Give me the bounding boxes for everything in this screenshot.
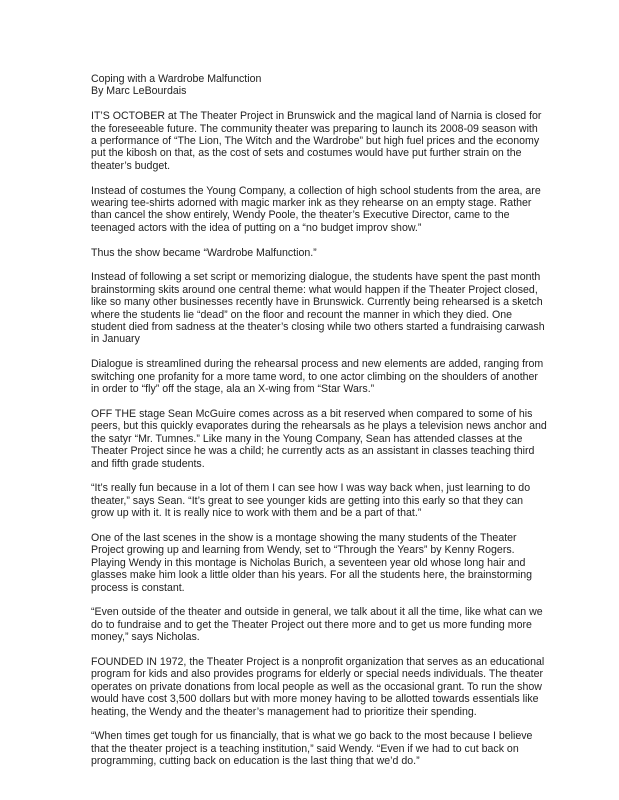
- paragraph-line: theater’s budget.: [91, 159, 171, 172]
- article-paragraph: [91, 730, 541, 767]
- paragraph-line: that the theater project is a teaching institution,” said Wendy. “Even if we had to cut back on: [91, 742, 519, 755]
- paragraph-line: put the kibosh on that, as the cost of sets and costumes would have put further strain on the: [91, 147, 522, 160]
- paragraph-line: the foreseeable future. The community theater was preparing to launch its 2008-09 season with: [91, 122, 538, 135]
- paragraph-line: programming, cutting back on education is the last thing that we’d do.”: [91, 755, 420, 768]
- paragraph-line: Theater Project since he was a child; he currently acts as an assistant in classes teaching third: [91, 445, 535, 458]
- article-paragraph: [91, 247, 541, 259]
- paragraph-line: do to fundraise and to get the Theater Project out there more and to get us more funding more: [91, 618, 532, 631]
- paragraph-line: process is constant.: [91, 581, 185, 594]
- paragraph-line: than cancel the show entirely, Wendy Poole, the theater’s Executive Director, came to the: [91, 209, 510, 222]
- paragraph-line: Thus the show became “Wardrobe Malfunction.”: [91, 246, 317, 259]
- paragraph-line: Project growing up and learning from Wendy, set to “Through the Years” by Kenny Rogers.: [91, 544, 515, 557]
- paragraph-line: program for kids and also provides programs for elderly or special needs individuals. The theater: [91, 668, 544, 681]
- paragraph-line: operates on private donations from local people as well as the occasional grant. To run the show: [91, 680, 542, 693]
- paragraph-line: a performance of “The Lion, The Witch and the Wardrobe” but high fuel prices and the economy: [91, 135, 540, 148]
- paragraph-line: in January: [91, 333, 140, 346]
- paragraph-line: IT’S OCTOBER at The Theater Project in Brunswick and the magical land of Narnia is closed for: [91, 110, 542, 123]
- paragraph-line: and fifth grade students.: [91, 457, 205, 470]
- article-paragraph: [91, 532, 541, 594]
- paragraph-line: teenaged actors with the idea of putting on a “no budget improv show.”: [91, 221, 422, 234]
- paragraph-line: like so many other businesses recently have in Brunswick. Currently being rehearsed is a sketch: [91, 296, 543, 309]
- paragraph-line: FOUNDED IN 1972, the Theater Project is a nonprofit organization that serves as an educational: [91, 655, 545, 668]
- article-paragraph: [91, 185, 541, 235]
- article-paragraph: [91, 655, 545, 718]
- paragraph-line: would have cost 3,500 dollars but with more money having to be allotted towards essentials like: [91, 693, 539, 706]
- paragraph-line: Playing Wendy in this montage is Nicholas Burich, a seventeen year old whose long hair and: [91, 556, 526, 569]
- paragraph-line: “Even outside of the theater and outside in general, we talk about it all the time, like what can we: [91, 606, 543, 619]
- paragraph-line: the satyr “Mr. Tumnes.” Like many in the Young Company, Sean has attended classes at the: [91, 432, 523, 445]
- paragraph-line: “When times get tough for us financially, that is what we go back to the most because I believe: [91, 730, 533, 743]
- article-body: [91, 110, 547, 768]
- paragraph-line: student died from sadness at the theater’s closing while two others started a fundraising carwash: [91, 321, 545, 334]
- paragraph-line: where the students lie “dead” on the floor and recount the manner in which they died. One: [91, 308, 513, 321]
- paragraph-line: in order to “fly” off the stage, ala an X-wing from “Star Wars.”: [91, 383, 375, 396]
- article-paragraph: [91, 606, 541, 643]
- paragraph-line: One of the last scenes in the show is a montage showing the many students of the Theater: [91, 531, 517, 544]
- article-byline: By Marc LeBourdais: [91, 85, 187, 98]
- paragraph-line: brainstorming skits around one central theme: what would happen if the Theater Project closed,: [91, 283, 538, 296]
- paragraph-line: wearing tee-shirts adorned with magic marker ink as they rehearse on an empty stage. Rather: [91, 197, 532, 210]
- article-paragraph: [91, 407, 547, 470]
- article-paragraph: [91, 482, 541, 519]
- article-paragraph: [91, 358, 544, 396]
- paragraph-line: money,” says Nicholas.: [91, 631, 200, 644]
- document-page: [91, 73, 547, 780]
- article-paragraph: [91, 110, 541, 172]
- paragraph-line: Dialogue is streamlined during the rehearsal process and new elements are added, ranging from: [91, 358, 544, 371]
- article-title: Coping with a Wardrobe Malfunction: [91, 73, 262, 85]
- paragraph-line: peers, but this quickly evaporates during the rehearsals as he plays a television news anchor and: [91, 420, 547, 433]
- paragraph-line: heating, the Wendy and the theater’s management had to prioritize their spending.: [91, 705, 477, 718]
- paragraph-line: Instead of costumes the Young Company, a collection of high school students from the area, are: [91, 184, 541, 197]
- paragraph-line: theater,” says Sean. “It’s great to see younger kids are getting into this early so that they can: [91, 494, 524, 507]
- paragraph-line: grow up with it. It is really nice to work with them and be a part of that.”: [91, 507, 422, 520]
- article-paragraph: [91, 271, 545, 346]
- paragraph-line: glasses make him look a little older than his years. For all the students here, the brainstorming: [91, 569, 533, 582]
- paragraph-line: switching one profanity for a more tame word, to one actor climbing on the shoulders of another: [91, 370, 538, 383]
- paragraph-line: OFF THE stage Sean McGuire comes across as a bit reserved when compared to some of his: [91, 407, 533, 420]
- paragraph-line: “It’s really fun because in a lot of them I can see how I was way back when, just learning to do: [91, 482, 531, 495]
- paragraph-line: Instead of following a set script or memorizing dialogue, the students have spent the past month: [91, 271, 541, 284]
